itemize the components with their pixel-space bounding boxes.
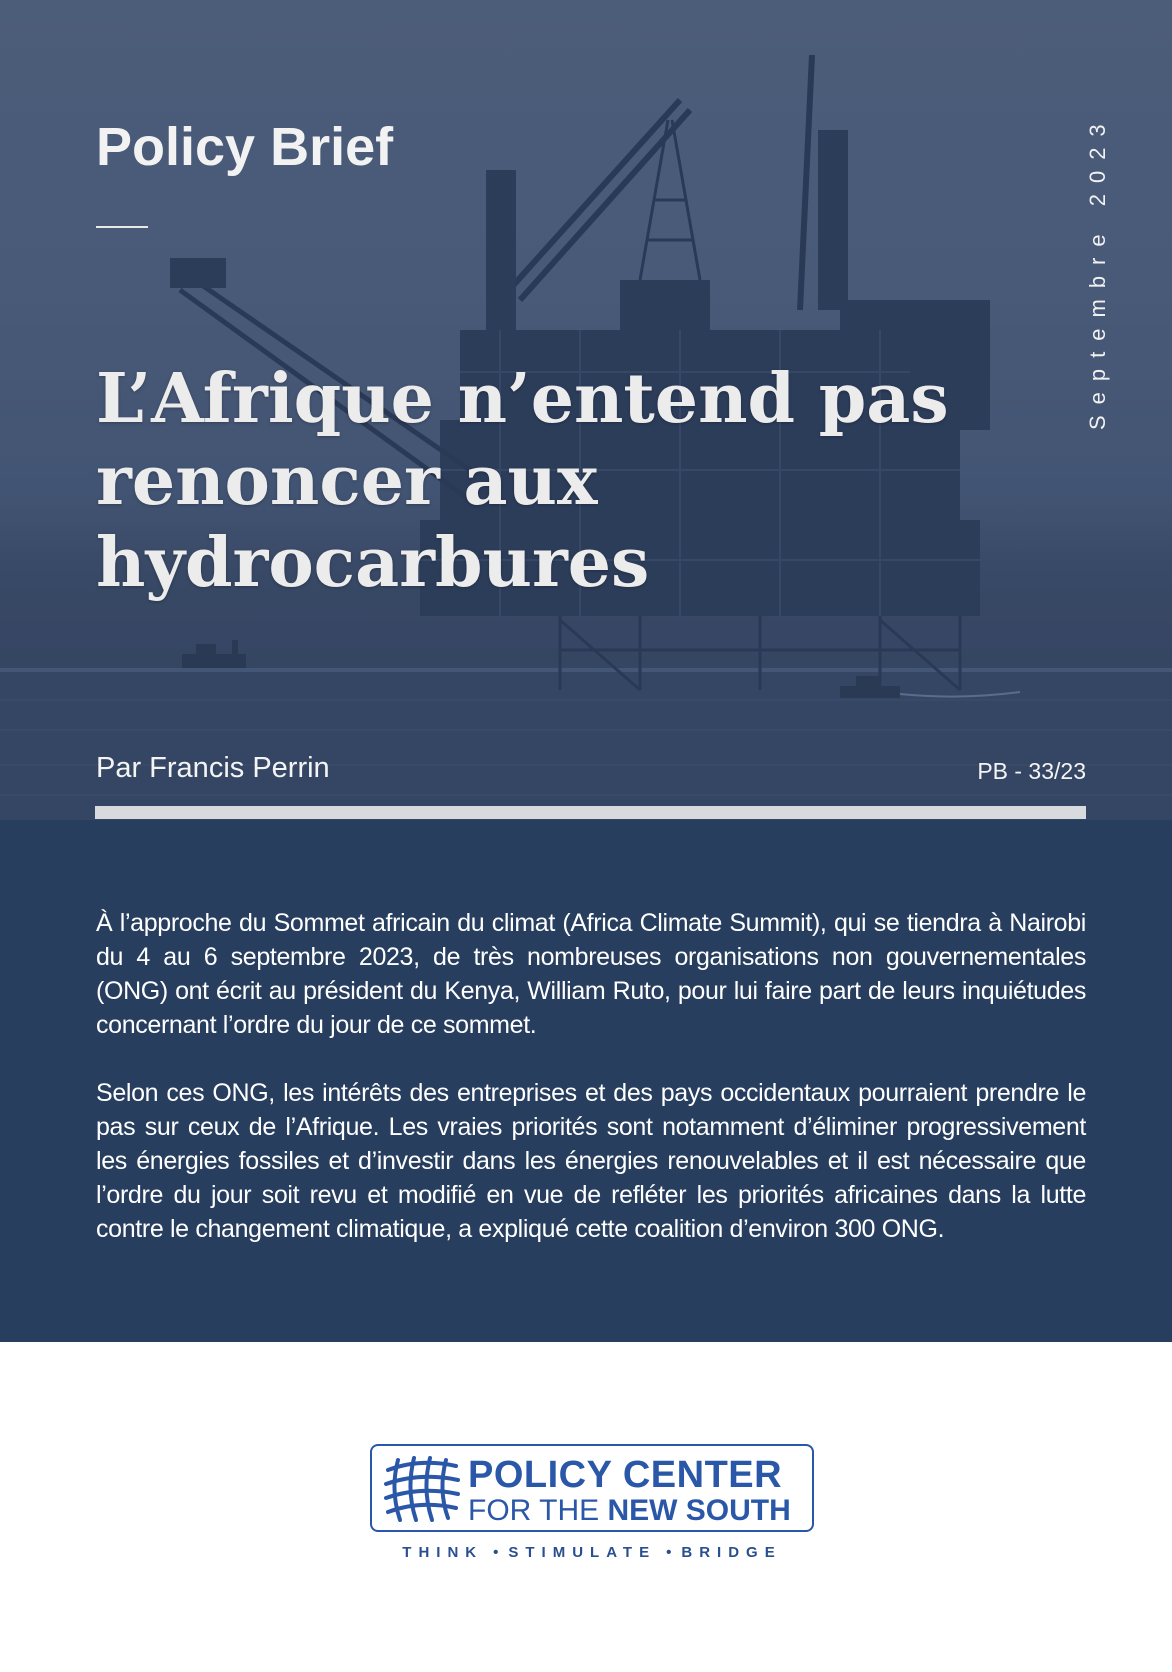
policy-center-logo xyxy=(370,1444,814,1532)
title-line-1: L’Afrique n’entend pas xyxy=(96,359,949,439)
tagline-separator: • xyxy=(666,1544,672,1561)
logo-text-prefix: FOR THE xyxy=(468,1494,608,1527)
cover-hero xyxy=(0,0,1172,820)
tagline-stimulate: STIMULATE xyxy=(508,1544,657,1561)
abstract-paragraph-2: Selon ces ONG, les intérêts des entreprises et des pays occidentaux pourraient prendre le pas sur ceux de l’Afrique. Les vraies priorités sont notamment d’éliminer progressivement les énergies fossiles et d’investir dans les énergies renouvelables et il est nécessaire que l’ordre du jour soit revu et modifié en vue de refléter les priorités africaines dans la lutte contre le changement climatique, a expliqué cette coalition d’environ 300 ONG. xyxy=(96,1079,1086,1243)
title-line-2: renoncer aux hydrocarbures xyxy=(96,441,650,603)
tagline-separator: • xyxy=(493,1544,499,1561)
logo-text-line-1: POLICY CENTER xyxy=(468,1454,783,1496)
tagline-bridge: BRIDGE xyxy=(681,1544,782,1561)
brief-reference-number: PB - 33/23 xyxy=(977,758,1086,784)
publication-date: Septembre 2023 xyxy=(1085,113,1110,430)
document-title xyxy=(96,358,1096,604)
author-byline: Par Francis Perrin xyxy=(96,752,330,784)
globe-grid-icon xyxy=(384,1456,460,1522)
logo-text-line-2 xyxy=(468,1494,791,1528)
tagline-think: THINK xyxy=(402,1544,484,1561)
kicker-divider xyxy=(96,226,148,228)
hero-divider-bar xyxy=(95,806,1086,819)
logo-text-strong: NEW SOUTH xyxy=(607,1494,791,1527)
abstract-band xyxy=(0,820,1172,1342)
document-type-label: Policy Brief xyxy=(96,117,394,177)
logo-tagline xyxy=(370,1544,814,1561)
abstract-paragraph-1: À l’approche du Sommet africain du climat (Africa Climate Summit), qui se tiendra à Nairobi du 4 au 6 septembre 2023, de très nombreuses organisations non gouvernementales (ONG) ont écrit au président du Kenya, William Ruto, pour lui faire part de leurs inquiétudes concernant l’ordre du jour de ce sommet. xyxy=(96,909,1086,1039)
